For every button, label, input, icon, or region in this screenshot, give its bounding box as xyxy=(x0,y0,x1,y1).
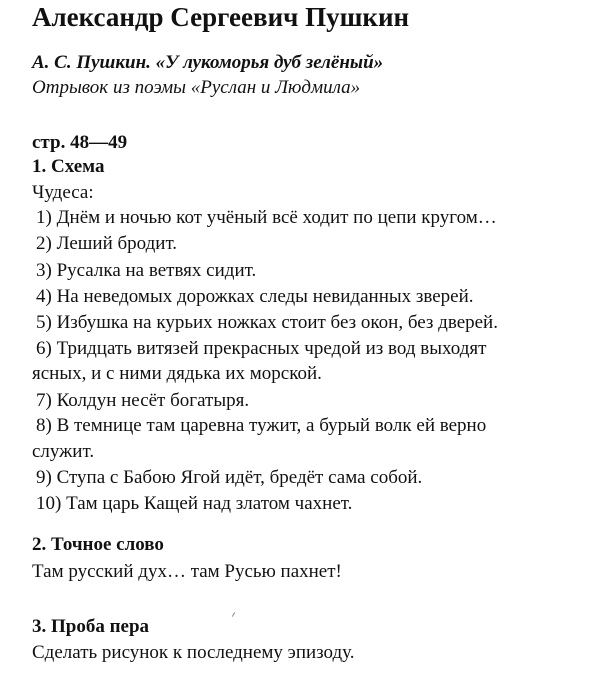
section-2-text: Там русский дух… там Русью пахнет! xyxy=(32,561,342,582)
work-subheading: Отрывок из поэмы «Руслан и Людмила» xyxy=(32,77,361,98)
list-item-continuation: служит. xyxy=(32,441,95,462)
list-item: 6) Тридцать витязей прекрасных чредой из вод выходят xyxy=(36,338,487,359)
list-item: 2) Леший бродит. xyxy=(36,233,178,254)
list-item-continuation: ясных, и с ними дядька их морской. xyxy=(32,363,322,384)
page-title: Александр Сергеевич Пушкин xyxy=(32,2,410,32)
list-item: 4) На неведомых дорожках следы невиданных зверей. xyxy=(36,286,474,307)
section-3-heading: 3. Проба пера xyxy=(32,616,150,637)
section-3-text: Сделать рисунок к последнему эпизоду. xyxy=(32,642,355,663)
list-item: 5) Избушка на курьих ножках стоит без окон, без дверей. xyxy=(36,312,498,333)
list-item: 7) Колдун несёт богатыря. xyxy=(36,390,250,411)
list-item: 10) Там царь Кащей над златом чахнет. xyxy=(36,493,353,514)
page-reference: стр. 48—49 xyxy=(32,132,128,153)
list-item: 3) Русалка на ветвях сидит. xyxy=(36,260,257,281)
list-item: 9) Ступа с Бабою Ягой идёт, бредёт сама собой. xyxy=(36,467,423,488)
section-1-intro: Чудеса: xyxy=(32,182,94,203)
scan-speck xyxy=(232,612,235,617)
work-heading: А. С. Пушкин. «У лукоморья дуб зелёный» xyxy=(32,52,384,73)
list-item: 8) В темнице там царевна тужит, а бурый волк ей верно xyxy=(36,415,487,436)
section-1-heading: 1. Схема xyxy=(32,156,105,177)
section-2-heading: 2. Точное слово xyxy=(32,534,164,555)
list-item: 1) Днём и ночью кот учёный всё ходит по цепи кругом… xyxy=(36,207,497,228)
